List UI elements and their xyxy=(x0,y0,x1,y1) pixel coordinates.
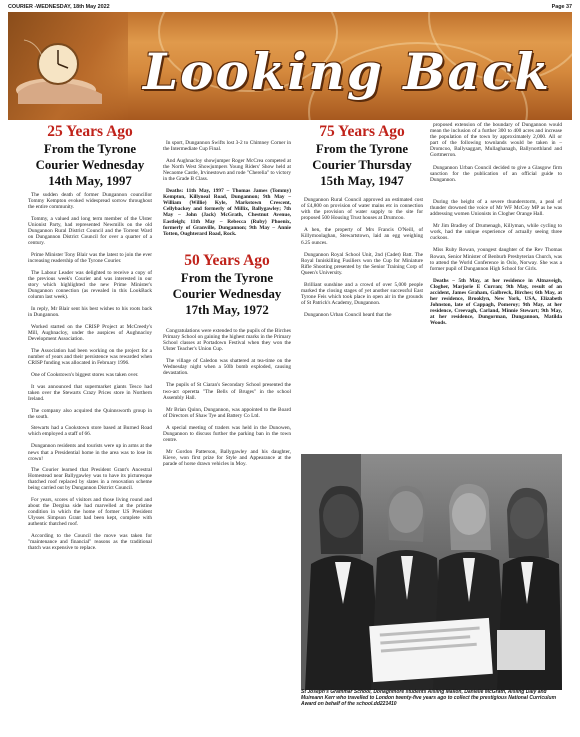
article-para: Brilliant sunshine and a crowd of over 5,000 people marked the closing stages of yet another successful East Tyrone Feis which took place in open air in the grounds of St Patrick's Academy, Dungannon. xyxy=(301,282,423,307)
article-para: The village of Caledon was shattered at tea-time on the Wednesday night when a 50lb bomb exploded, causing devastation. xyxy=(163,358,291,377)
article-para: The pupils of St Ciaran's Secondary School presented the two-act operetta "The Bells of Bruges" in the school Assembly Hall. xyxy=(163,382,291,401)
banner-title: Looking Back xyxy=(143,42,551,101)
article-para: One of Cookstown's biggest stores was taken over. xyxy=(31,372,139,379)
article-para: Dungannon Urban Council heard that the xyxy=(304,312,392,319)
years-ago-heading: 25 Years Ago xyxy=(47,123,133,140)
edition-date: From the Tyrone Courier Wednesday 14th May, 1997 xyxy=(35,142,145,188)
article-para: A special meeting of traders was held in the Dunowen, Dungannon to discuss further the parking ban in the town centre. xyxy=(163,424,291,444)
article-para: Congratulations were extended to the pupils of the Birches Primary School on gaining the highest marks in the Primary School classes at Portadown Festival when they won the Ulster Teacher's Union Cup. xyxy=(163,327,291,353)
article-para: A hen, the property of Mrs Francis O'Neill, of Killymoolaghan, Stewartstown, laid an egg weighing 6.25 ounces. xyxy=(301,227,423,246)
article-para: The Labour Leader was delighted to receive a copy of the previous week's Courier and was interested in our story which highlighted the new Prime Minister's Dungannon connection (as revealed in this LookBack column last week). xyxy=(28,269,152,301)
column-75-years xyxy=(301,122,423,324)
article-para: The Courier learned that President Grant's Ancestral Homestead near Ballygawley was to have its picturesque thatched roof replaced by slates in a renovation scheme being carried out by Dungannon District Council. xyxy=(28,467,152,492)
article-para: And Aughnacloy showjumper Roger McCrea competed at the North West Showjumpers Young Riders' Show held at Necaome Castle, Irvinestown and rode "Cherelia" to victory in the Grade B Class. xyxy=(163,157,291,182)
article-para: Stewarts had a Cookstown store based at Burned Road which employed a staff of 66. xyxy=(28,425,152,438)
article-para: Dungannon Urban Council decided to give a Glasgow firm sanction for the publication of an official guide to Dungannon. xyxy=(430,164,562,183)
article-para: Prime Minister Tony Blair was the latest to join the ever increasing readership of the Tyrone Courier. xyxy=(28,252,152,265)
column-sport-and-50-years xyxy=(163,140,291,473)
article-para: Dungannon residents and tourists were up in arms at the news that a Presidential home in the area was to lose its crown! xyxy=(28,443,152,462)
hand-with-clock-icon xyxy=(12,36,108,106)
article-para: It was announced that supermarket giants Tesco had taken over the Stewarts Crazy Prices store in Northern Ireland. xyxy=(28,383,152,402)
years-ago-heading: 50 Years Ago xyxy=(184,251,270,269)
article-para: Dungannon Rural Council approved an estimated cost of £4,800 on provision of water mains etc in connection with the provision of water supply to the site for proposed 500 Housing Trust houses at Drumcoo. xyxy=(301,197,423,222)
deaths-notice: Deaths – 5th May, at her residence in Altnaveigh, Clogher, Marjorie E Curran; 9th May, result of an accident, James Graham, Galbreck, Birches; 6th May, at her residence, Brooklyn, New York, USA, Elizabeth Johnston, late of Cappagh, Pomeroy; 9th May, at her residence, Creevagh, Carland, Minnie Stewart; 9th May, at her residence, Dungorman, Dungannon, Matilda Woods. xyxy=(430,277,562,327)
article-para: The sudden death of former Dungannon councillor Tommy Kempton evoked widespread sorrow throughout the entire community. xyxy=(28,192,152,211)
article-para: In reply, Mr Blair sent his best wishes to his roots back in Dungannon. xyxy=(28,305,152,318)
article-para: Mr Jim Bradley of Drumenagh, Killyman, while cycling to work, had the unique experience of actually seeing three cuckoos. xyxy=(430,223,562,242)
years-ago-heading: 75 Years Ago xyxy=(319,123,405,140)
deaths-notice: Deaths: 11th May, 1997 – Thomas James (Tommy) Kempton, Killyneal Road, Dungannon; 9th May – William (Willie) Kyle, Markstown Crescent, Cellybackey and formerly of Millix, Ballygawley; 7th May – John (Jack) McGrath, Chestnut Avenue, Eastleigh; 11th May – Rebecca (Ruby) Phoenix, formerly of Granville, Dungannon; 9th May – Annie Totten, Oughterard Road, Rock. xyxy=(163,188,291,237)
article-para: During the height of a severe thunderstorm, a peal of thunder drowned the voice of Mr WF McCoy MP as he was addressing women Unionists in Clogher Orange Hall. xyxy=(430,198,562,218)
looking-back-banner xyxy=(8,12,572,120)
article-para: proposed extension of the boundary of Dungannon would mean the inclusion of a further 300 to 400 acres and increase the population of the town by approximately 2,000. All or part of the following townlands would be taken in – Dromcoo, Ballysaggart, Mullaghanagh, Ballynorthland and Gortmerron. xyxy=(430,122,562,159)
article-para: Dungannon Royal School Unit, 2nd (Cadet) Batt. The Royal Inniskilling Fusiliers won the Cup for Miniature Rifle Shooting presented by the Senior Training Corp of Queen's University. xyxy=(301,251,423,276)
article-para: Mr Gordon Patterson, Ballygawley and his daughter, Kieve, won first prize for Style and Appearance at the parade of horse drawn vehicles in Moy. xyxy=(163,449,291,468)
edition-date: From the Tyrone Courier Wednesday 17th May, 1972 xyxy=(172,270,282,317)
article-para: According to the Council the move was taken for "maintenance and financial" reasons as the traditional thatch was expensive to replace. xyxy=(28,533,152,552)
article-para: In sport, Dungannon Swifts lost 3-2 to Chimney Corner in the Intermediate Cup Final. xyxy=(163,140,291,153)
running-header xyxy=(8,2,572,12)
running-header-left: COURIER -WEDNESDAY, 18th May 2022 xyxy=(8,4,110,10)
article-para: Mr Brian Quinn, Dungannon, was appointed to the Board of Directors of Shaw Tye and Battery Co Ltd. xyxy=(163,406,291,419)
page-number: Page 37 xyxy=(551,4,572,10)
article-para: The Association had been working on the project for a number of years and their persistence was rewarded when CRISP funding was allocated in February 1996. xyxy=(28,347,152,367)
article-para: For years, scores of visitors and those living round and about the Dergina side had marvelled at the pristine condition in which the home of former US President Ulysses Simpson Grant had been kept, complete with authentic thatched roof. xyxy=(28,497,152,528)
article-para: The company also acquired the Quinnsworth group in the south. xyxy=(28,407,152,420)
students-photo xyxy=(301,454,562,690)
article-para: Miss Ruby Rowan, youngest daughter of the Rev Thomas Rowan, Senior Minister of Benburb Presbyterian Church, was to attend the World Conference in Oslo, Norway. She was a former pupil of Dungannon High School for Girls. xyxy=(430,247,562,272)
column-75-years-continued xyxy=(430,122,562,332)
article-para: Worked started on the CRISP Project at McCreedy's Mill, Aughnacloy, under the auspices of Aughnacloy Development Association. xyxy=(28,324,152,343)
edition-date: From the Tyrone Courier Thursday 15th May, 1947 xyxy=(312,142,412,188)
article-para: Tommy, a valued and long term member of the Ulster Unionist Party, had represented Newmills on the old Dungannon Rural District Council and the Torrent Ward on Dungannon District Council for over a quarter of a century. xyxy=(28,215,152,247)
column-25-years xyxy=(28,122,152,557)
photo-caption: St Joseph's Grammar School, Donaghmore students Aisling Mallon, Danielle McGrath, Aisling Daly and Muireann Kerr who travelled to London twenty-five years ago to collect the prestigious National Curriculum Award on behalf of the school.dd221410 xyxy=(301,689,557,707)
students-photo-image xyxy=(301,454,562,690)
